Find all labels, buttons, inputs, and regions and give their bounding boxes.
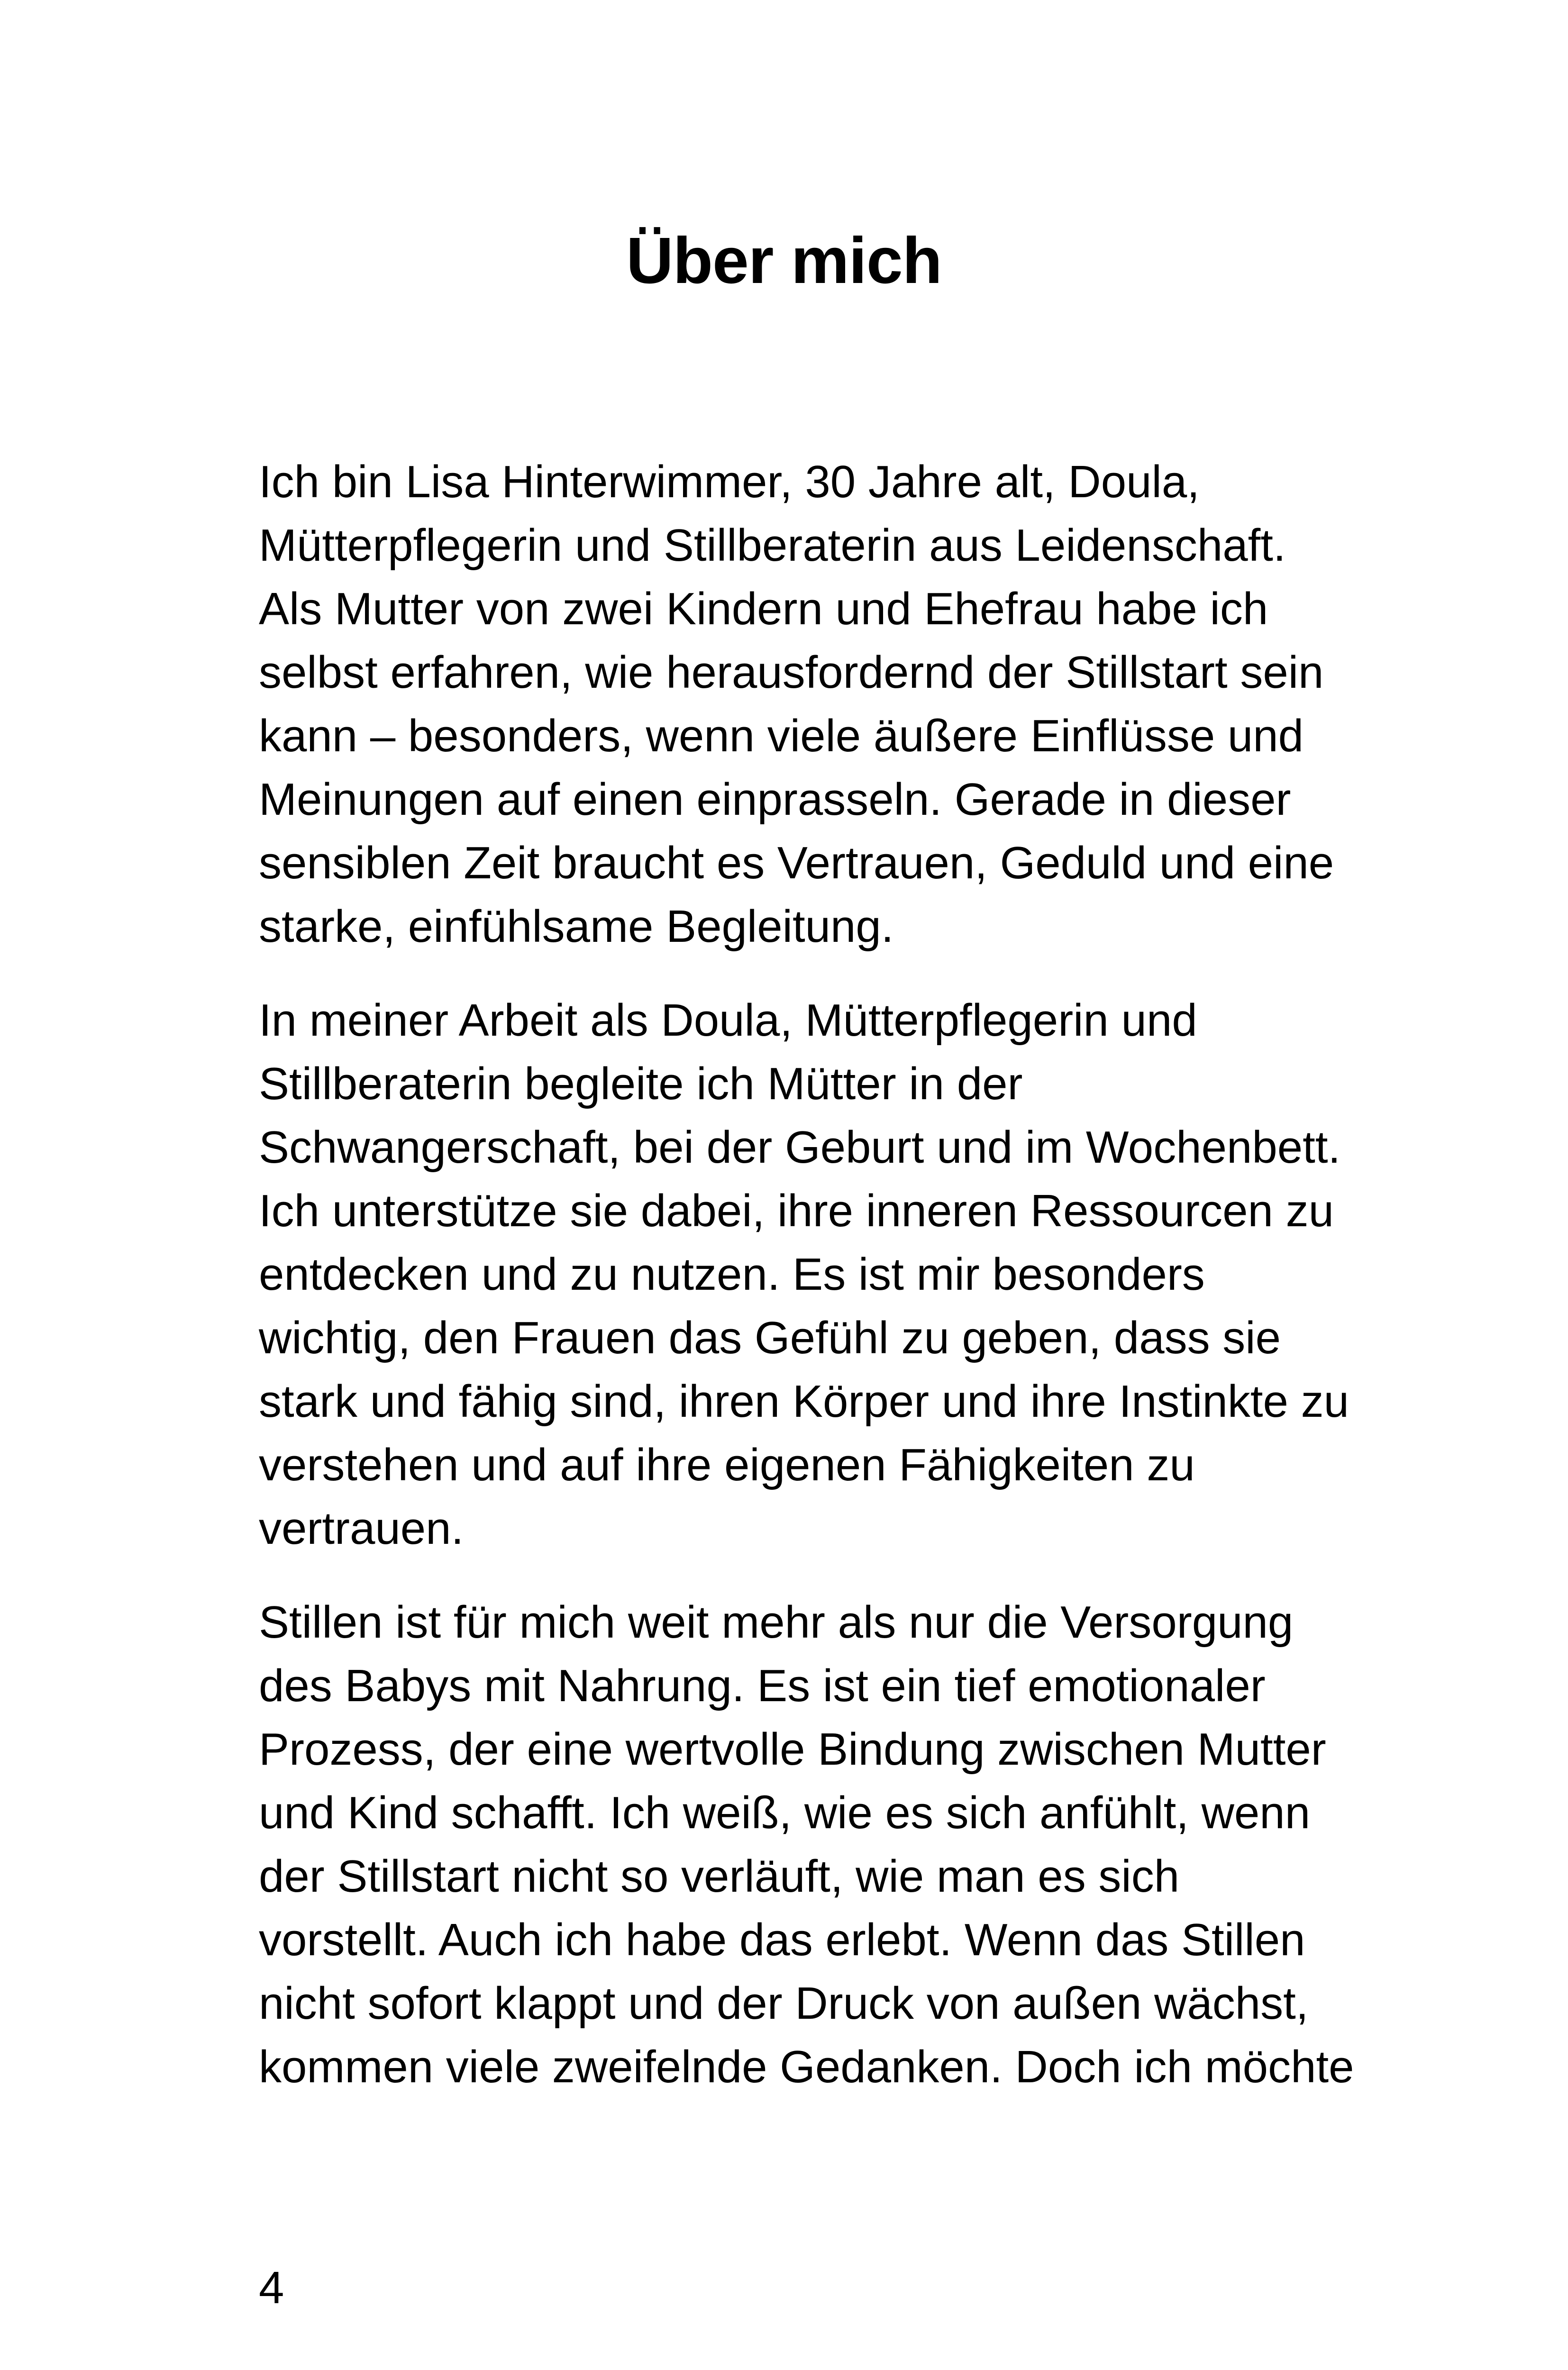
text-line: der Stillstart nicht so verläuft, wie man es sich: [259, 1851, 1180, 1902]
text-line: Stillen ist für mich weit mehr als nur die Versorgung: [259, 1597, 1294, 1648]
text-line: wichtig, den Frauen das Gefühl zu geben, dass sie: [259, 1313, 1281, 1363]
text-line: selbst erfahren, wie herausfordernd der Stillstart sein: [259, 647, 1324, 698]
paragraph-3: [259, 1591, 1406, 2099]
page-title: Über mich: [626, 224, 942, 297]
text-line: nicht sofort klappt und der Druck von außen wächst,: [259, 1978, 1309, 2029]
text-line: starke, einfühlsame Begleitung.: [259, 901, 894, 952]
text-line: des Babys mit Nahrung. Es ist ein tief emotionaler: [259, 1660, 1266, 1711]
page-number: 4: [259, 2262, 284, 2313]
text-line: Ich unterstütze sie dabei, ihre inneren Ressourcen zu: [259, 1185, 1334, 1236]
text-line: Prozess, der eine wertvolle Bindung zwischen Mutter: [259, 1724, 1326, 1775]
text-line: Meinungen auf einen einprasseln. Gerade in dieser: [259, 774, 1291, 825]
text-line: Als Mutter von zwei Kindern und Ehefrau habe ich: [259, 583, 1268, 634]
text-line: vertrauen.: [259, 1503, 464, 1554]
paragraph-2: [259, 989, 1406, 1560]
text-line: kann – besonders, wenn viele äußere Einflüsse und: [259, 711, 1304, 761]
paragraph-1: [259, 450, 1406, 958]
text-line: stark und fähig sind, ihren Körper und ihre Instinkte zu: [259, 1376, 1349, 1427]
text-line: Ich bin Lisa Hinterwimmer, 30 Jahre alt, Doula,: [259, 456, 1200, 507]
text-line: In meiner Arbeit als Doula, Mütterpflegerin und: [259, 995, 1197, 1046]
text-line: und Kind schafft. Ich weiß, wie es sich anfühlt, wenn: [259, 1787, 1311, 1838]
body-text: [259, 450, 1406, 2129]
text-line: Stillberaterin begleite ich Mütter in der: [259, 1058, 1023, 1109]
text-line: verstehen und auf ihre eigenen Fähigkeiten zu: [259, 1440, 1195, 1490]
text-line: entdecken und zu nutzen. Es ist mir besonders: [259, 1249, 1205, 1300]
text-line: vorstellt. Auch ich habe das erlebt. Wenn das Stillen: [259, 1914, 1305, 1965]
text-line: sensiblen Zeit braucht es Vertrauen, Geduld und eine: [259, 838, 1334, 888]
text-line: kommen viele zweifelnde Gedanken. Doch ich möchte: [259, 2042, 1354, 2092]
text-line: Schwangerschaft, bei der Geburt und im Wochenbett.: [259, 1122, 1341, 1173]
text-line: Mütterpflegerin und Stillberaterin aus Leidenschaft.: [259, 520, 1286, 571]
